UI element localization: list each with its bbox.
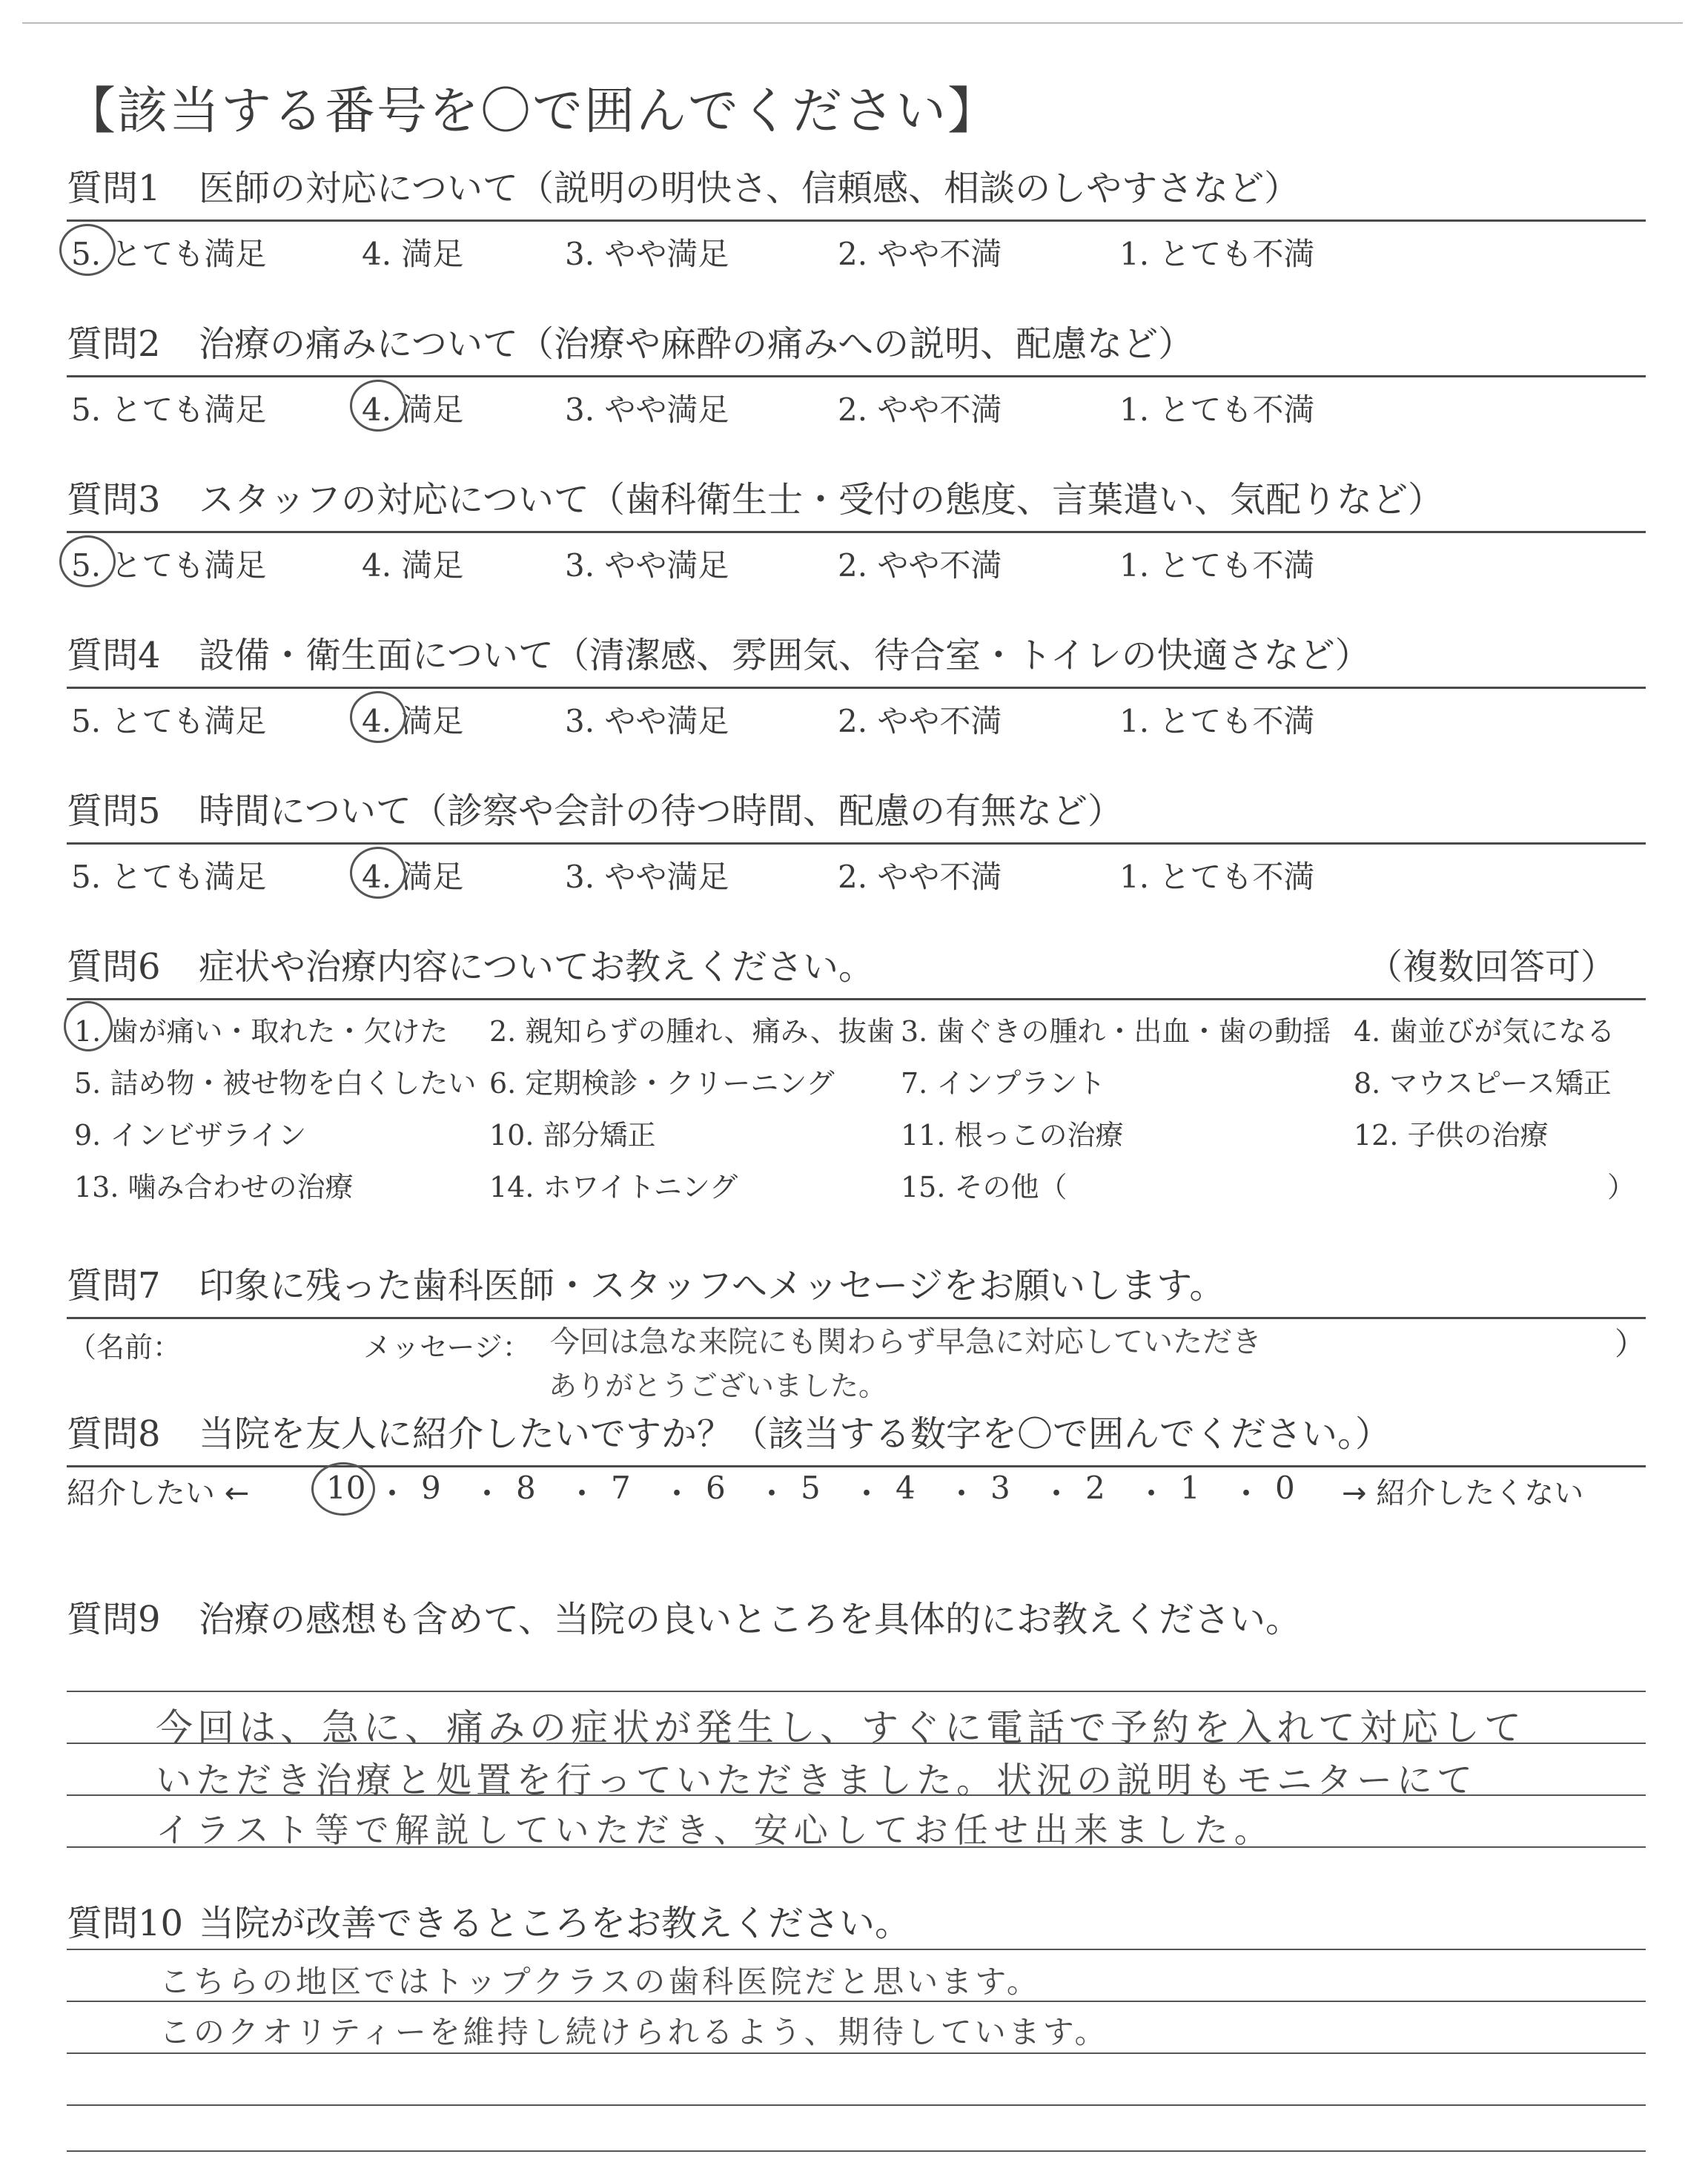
scale-separator: ・	[661, 1476, 693, 1512]
scale-separator: ・	[946, 1476, 978, 1512]
scale-separator: ・	[1231, 1476, 1262, 1512]
q3-option-2[interactable]: 2. やや不満	[838, 547, 1002, 584]
question-7-header	[67, 1246, 1646, 1319]
question-number: 質問1	[67, 168, 161, 209]
q3-option-4[interactable]: 4. 満足	[362, 547, 464, 584]
question-number: 質問6	[67, 946, 161, 988]
q6-option-3[interactable]: 3. 歯ぐきの腫れ・出血・歯の動揺	[901, 1015, 1331, 1048]
q1-option-4[interactable]: 4. 満足	[362, 236, 464, 272]
scale-value-3[interactable]: 3	[990, 1470, 1010, 1506]
question-text: 治療の痛みについて（治療や麻酔の痛みへの説明、配慮など）	[199, 323, 1194, 365]
answer-line	[67, 1691, 1646, 1692]
scale-separator: ・	[1041, 1476, 1073, 1512]
scale-value-0[interactable]: 0	[1275, 1470, 1295, 1506]
q6-option-10[interactable]: 10. 部分矯正	[489, 1119, 656, 1152]
question-text: 治療の感想も含めて、当院の良いところを具体的にお教えください。	[199, 1599, 1302, 1640]
q4-option-1[interactable]: 1. とても不満	[1119, 703, 1315, 739]
q6-other-close-paren: ）	[1607, 1171, 1636, 1203]
question-text: 症状や治療内容についてお教えください。	[199, 946, 875, 988]
q5-option-4[interactable]: 4. 満足	[362, 859, 464, 895]
hand-drawn-circle	[311, 1462, 375, 1516]
q3-option-5[interactable]: 5. とても満足	[71, 547, 267, 584]
question-3-header	[67, 460, 1646, 533]
scale-right-label: → 紹介したくない	[1342, 1476, 1584, 1510]
answer-line	[67, 2150, 1646, 2152]
question-number: 質問9	[67, 1599, 161, 1640]
question-text: 当院が改善できるところをお教えください。	[199, 1903, 911, 1944]
scale-value-2[interactable]: 2	[1085, 1470, 1105, 1506]
page-title: 【該当する番号を〇で囲んでください】	[65, 82, 1000, 141]
q6-option-1[interactable]: 1. 歯が痛い・取れた・欠けた	[74, 1015, 448, 1048]
name-label: （名前：	[68, 1331, 182, 1364]
question-number: 質問2	[67, 323, 161, 365]
q1-option-3[interactable]: 3. やや満足	[565, 236, 729, 272]
question-number: 質問5	[67, 790, 161, 832]
q6-option-8[interactable]: 8. マウスピース矯正	[1354, 1067, 1612, 1100]
answer-line	[67, 1949, 1646, 1950]
question-10-header	[67, 1883, 1646, 1955]
q10-answer-line-2: このクオリティーを維持し続けられるよう、期待しています。	[159, 2014, 1109, 2050]
q1-option-1[interactable]: 1. とても不満	[1119, 236, 1315, 272]
scale-value-4[interactable]: 4	[896, 1470, 916, 1506]
answer-line	[67, 2052, 1646, 2054]
q9-answer-line-1: 今回は、急に、痛みの症状が発生し、すぐに電話で予約を入れて対応して	[156, 1706, 1526, 1749]
q10-answer-line-1: こちらの地区ではトップクラスの歯科医院だと思います。	[159, 1964, 1041, 2000]
q1-option-2[interactable]: 2. やや不満	[838, 236, 1002, 272]
question-number: 質問8	[67, 1413, 161, 1455]
q6-option-12[interactable]: 12. 子供の治療	[1354, 1119, 1549, 1152]
q9-answer-line-2: いただき治療と処置を行っていただきました。状況の説明もモニターにて	[156, 1760, 1477, 1801]
question-number: 質問3	[67, 479, 161, 521]
question-5-header	[67, 771, 1646, 845]
question-text: 設備・衛生面について（清潔感、雰囲気、待合室・トイレの快適さなど）	[199, 635, 1371, 676]
q5-option-1[interactable]: 1. とても不満	[1119, 859, 1315, 895]
q6-option-11[interactable]: 11. 根っこの治療	[901, 1119, 1124, 1152]
question-8-header	[67, 1394, 1646, 1467]
q3-option-1[interactable]: 1. とても不満	[1119, 547, 1315, 584]
question-text: 印象に残った歯科医師・スタッフへメッセージをお願いします。	[199, 1265, 1225, 1307]
hand-drawn-circle	[59, 224, 116, 276]
message-close-paren: ）	[1615, 1326, 1646, 1362]
scale-value-10[interactable]: 10	[326, 1470, 366, 1506]
scale-separator: ・	[756, 1476, 788, 1512]
question-number: 質問10	[67, 1903, 184, 1944]
message-label: メッセージ：	[363, 1331, 531, 1364]
q6-option-13[interactable]: 13. 噛み合わせの治療	[74, 1171, 354, 1203]
hand-drawn-circle	[64, 1001, 113, 1051]
answer-line	[67, 2104, 1646, 2106]
question-1-header	[67, 148, 1646, 222]
message-line-1: 今回は急な来院にも関わらず早急に対応していただき	[550, 1325, 1262, 1359]
question-9-header	[67, 1579, 1646, 1651]
q9-answer-line-3: イラスト等で解説していただき、安心してお任せ出来ました。	[156, 1810, 1274, 1850]
q6-option-14[interactable]: 14. ホワイトニング	[489, 1171, 738, 1203]
q6-option-2[interactable]: 2. 親知らずの腫れ、痛み、抜歯	[489, 1015, 895, 1048]
q1-option-5[interactable]: 5. とても満足	[71, 236, 267, 272]
scale-separator: ・	[471, 1476, 503, 1512]
hand-drawn-circle	[59, 535, 116, 587]
question-text: 医師の対応について（説明の明快さ、信頼感、相談のしやすさなど）	[199, 168, 1300, 209]
message-line-2: ありがとうございました。	[549, 1370, 887, 1402]
q4-option-4[interactable]: 4. 満足	[362, 703, 464, 739]
q6-option-15[interactable]: 15. その他（	[901, 1171, 1068, 1203]
scale-separator: ・	[377, 1476, 408, 1512]
q6-option-4[interactable]: 4. 歯並びが気になる	[1354, 1015, 1615, 1048]
q2-option-3[interactable]: 3. やや満足	[565, 392, 729, 428]
question-number: 質問4	[67, 635, 161, 676]
q5-option-2[interactable]: 2. やや不満	[838, 859, 1002, 895]
question-text: スタッフの対応について（歯科衛生士・受付の態度、言葉遣い、気配りなど）	[199, 479, 1444, 521]
question-4-header	[67, 615, 1646, 689]
scale-value-6[interactable]: 6	[706, 1470, 726, 1506]
q6-option-6[interactable]: 6. 定期検診・クリーニング	[489, 1067, 835, 1100]
scale-separator: ・	[566, 1476, 598, 1512]
q2-option-4[interactable]: 4. 満足	[362, 392, 464, 428]
hand-drawn-circle	[350, 691, 406, 743]
question-number: 質問7	[67, 1265, 161, 1307]
question-text: 当院を友人に紹介したいですか？（該当する数字を〇で囲んでください。）	[199, 1413, 1391, 1455]
multiple-answer-note: （複数回答可）	[1366, 946, 1616, 988]
q4-option-3[interactable]: 3. やや満足	[565, 703, 729, 739]
q5-option-5[interactable]: 5. とても満足	[71, 859, 267, 895]
hand-drawn-circle	[350, 847, 406, 899]
q2-option-5[interactable]: 5. とても満足	[71, 392, 267, 428]
scale-separator: ・	[851, 1476, 883, 1512]
scale-value-9[interactable]: 9	[421, 1470, 441, 1506]
q2-option-2[interactable]: 2. やや不満	[838, 392, 1002, 428]
question-6-header	[67, 927, 1646, 1000]
scale-value-5[interactable]: 5	[801, 1470, 821, 1506]
scan-edge-line	[22, 22, 1683, 24]
scale-separator: ・	[1136, 1476, 1168, 1512]
scale-value-7[interactable]: 7	[611, 1470, 631, 1506]
scale-value-1[interactable]: 1	[1180, 1470, 1200, 1506]
question-text: 時間について（診察や会計の待つ時間、配慮の有無など）	[199, 790, 1124, 832]
q6-option-5[interactable]: 5. 詰め物・被せ物を白くしたい	[74, 1067, 477, 1100]
q6-option-9[interactable]: 9. インビザライン	[74, 1119, 307, 1152]
scale-left-label: 紹介したい ←	[67, 1476, 250, 1510]
q4-option-2[interactable]: 2. やや不満	[838, 703, 1002, 739]
question-2-header	[67, 304, 1646, 377]
scale-value-8[interactable]: 8	[516, 1470, 536, 1506]
hand-drawn-circle	[350, 380, 406, 432]
q4-option-5[interactable]: 5. とても満足	[71, 703, 267, 739]
q5-option-3[interactable]: 3. やや満足	[565, 859, 729, 895]
q3-option-3[interactable]: 3. やや満足	[565, 547, 729, 584]
q2-option-1[interactable]: 1. とても不満	[1119, 392, 1315, 428]
q6-option-7[interactable]: 7. インプラント	[901, 1067, 1106, 1100]
